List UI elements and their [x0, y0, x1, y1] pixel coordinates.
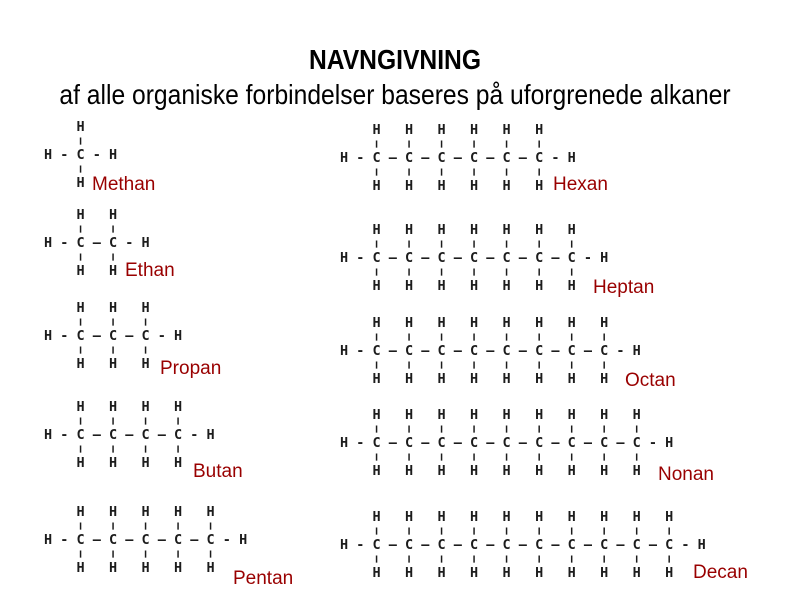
alkane-structure-decan [340, 510, 706, 580]
structure-row-upper-bonds: | | | | | [44, 522, 215, 530]
structure-row-top-hydrogens: H H H H H H H H [340, 315, 609, 331]
structure-row-lower-bonds: | | [44, 253, 118, 261]
alkane-name-label-butan: Butan [193, 461, 243, 482]
structure-row-carbon-chain: H - C — C — C — C — C — C — C - H [340, 250, 609, 266]
slide-title: NAVNGIVNING [308, 44, 482, 75]
alkane-name-label-methan: Methan [92, 174, 156, 195]
structure-row-bottom-hydrogens: H H H H H H H H H H [340, 565, 674, 581]
structure-row-lower-bonds: | | | | [44, 445, 183, 453]
structure-row-bottom-hydrogens: H H H [44, 356, 150, 372]
structure-row-upper-bonds: | | | | [44, 417, 183, 425]
structure-row-bottom-hydrogens: H H H H H H [340, 178, 544, 194]
structure-row-carbon-chain: H - C — C — C — C — C — C - H [340, 150, 576, 166]
structure-row-top-hydrogens: H H H [44, 300, 150, 316]
structure-row-bottom-hydrogens: H H H H H H H H H [340, 463, 641, 479]
alkane-name-label-ethan: Ethan [125, 260, 175, 281]
structure-row-lower-bonds: | | | | | | [340, 168, 544, 176]
structure-row-bottom-hydrogens: H H H H H [44, 560, 215, 576]
structure-row-carbon-chain: H - C — C — C - H [44, 328, 183, 344]
structure-row-carbon-chain: H - C — C — C — C — C — C — C — C — C - H [340, 435, 674, 451]
structure-row-carbon-chain: H - C — C — C — C — C — C — C — C — C — C - H [340, 537, 706, 553]
structure-row-upper-bonds: | [44, 137, 85, 145]
structure-row-carbon-chain: H - C - H [44, 147, 118, 163]
alkane-structure-pentan [44, 505, 247, 575]
structure-row-lower-bonds: | | | | | | | [340, 268, 576, 276]
structure-row-bottom-hydrogens: H H H H H H H [340, 278, 576, 294]
structure-row-top-hydrogens: H H H H H [44, 504, 215, 520]
alkane-name-label-heptan: Heptan [593, 277, 655, 298]
alkane-structure-butan [44, 400, 215, 470]
structure-row-bottom-hydrogens: H H H H H H H H [340, 371, 609, 387]
structure-row-carbon-chain: H - C — C — C — C — C — C — C — C - H [340, 343, 641, 359]
alkane-structure-nonan [340, 408, 673, 478]
structure-row-bottom-hydrogens: H [44, 175, 85, 191]
alkane-name-label-decan: Decan [693, 562, 748, 583]
structure-row-bottom-hydrogens: H H H H [44, 455, 183, 471]
structure-row-upper-bonds: | | [44, 225, 118, 233]
structure-row-upper-bonds: | | | | | | [340, 140, 544, 148]
alkane-structure-octan [340, 316, 641, 386]
structure-row-lower-bonds: | | | | | | | | | | [340, 555, 674, 563]
structure-row-carbon-chain: H - C — C - H [44, 235, 150, 251]
structure-row-top-hydrogens: H H H H [44, 399, 183, 415]
structure-row-bottom-hydrogens: H H [44, 263, 118, 279]
structure-row-lower-bonds: | | | | | | | | | [340, 453, 641, 461]
alkane-structure-heptan [340, 223, 608, 293]
structure-row-upper-bonds: | | | | | | | | [340, 333, 609, 341]
structure-row-lower-bonds: | | | | | | | | [340, 361, 609, 369]
alkane-structure-hexan [340, 123, 576, 193]
structure-row-top-hydrogens: H H H H H H [340, 122, 544, 138]
slide-subtitle: af alle organiske forbindelser baseres på uforgrenede alkaner [59, 79, 731, 110]
structure-row-lower-bonds: | [44, 165, 85, 173]
structure-row-upper-bonds: | | | | | | | | | | [340, 527, 674, 535]
structure-row-carbon-chain: H - C — C — C — C — C - H [44, 532, 248, 548]
structure-row-top-hydrogens: H [44, 119, 85, 135]
alkane-name-label-nonan: Nonan [658, 464, 714, 485]
structure-row-top-hydrogens: H H H H H H H H H [340, 407, 641, 423]
alkane-name-label-octan: Octan [625, 370, 676, 391]
structure-row-top-hydrogens: H H H H H H H [340, 222, 576, 238]
alkane-name-label-pentan: Pentan [233, 568, 294, 589]
alkane-name-label-propan: Propan [160, 358, 222, 379]
structure-row-lower-bonds: | | | [44, 346, 150, 354]
structure-row-lower-bonds: | | | | | [44, 550, 215, 558]
structure-row-upper-bonds: | | | [44, 318, 150, 326]
structure-row-upper-bonds: | | | | | | | [340, 240, 576, 248]
structure-row-upper-bonds: | | | | | | | | | [340, 425, 641, 433]
structure-row-top-hydrogens: H H [44, 207, 118, 223]
structure-row-carbon-chain: H - C — C — C — C - H [44, 427, 215, 443]
structure-row-top-hydrogens: H H H H H H H H H H [340, 509, 674, 525]
alkane-name-label-hexan: Hexan [553, 174, 608, 195]
